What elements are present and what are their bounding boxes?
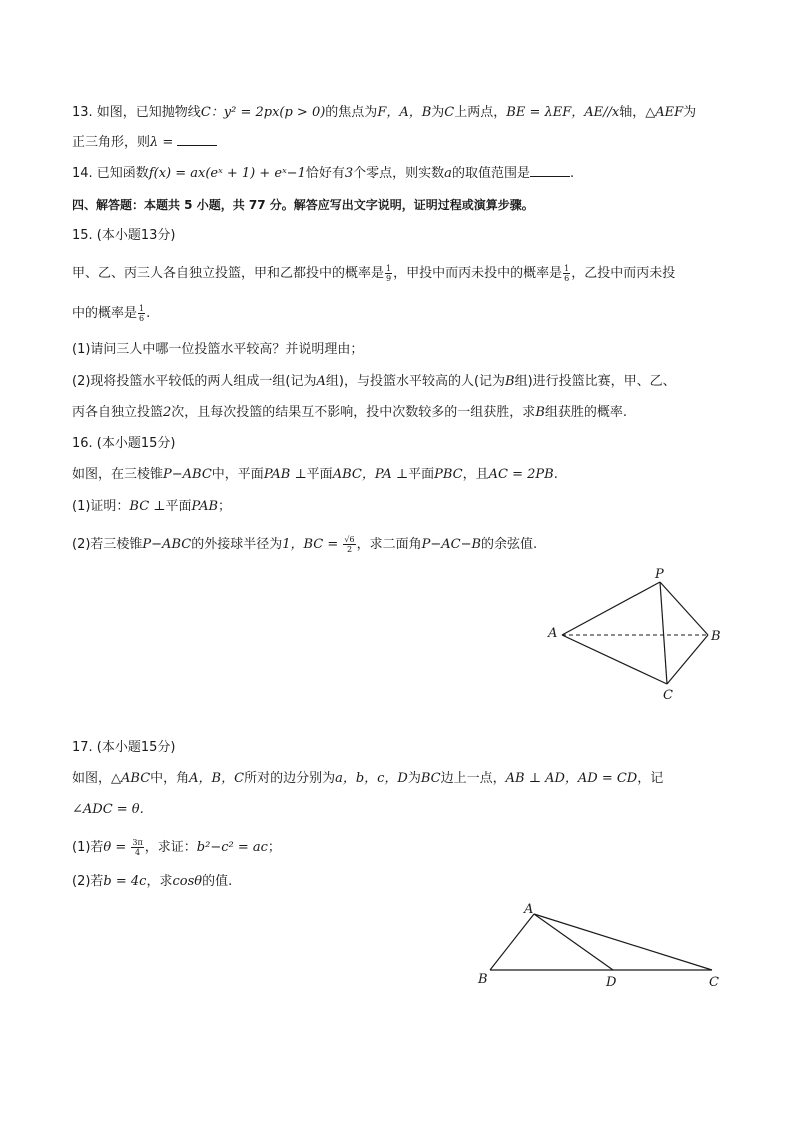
label-a: A: [524, 902, 534, 917]
q13-line2: 正三角形，则λ =: [72, 133, 217, 152]
q17-para-line2: ∠ADC = θ.: [72, 802, 144, 817]
answer-blank: [530, 164, 570, 177]
q16-header: 16. (本小题15分): [72, 436, 176, 451]
q16-sub2: (2)若三棱锥P−ABC的外接球半径为1，BC = $\frac{√6}{2}$ ，求二面角P−AC−B的余弦值.: [72, 535, 538, 554]
edge-ac: [562, 635, 667, 684]
fraction: $\frac{√6}{2}$: [344, 535, 355, 554]
label-a: A: [548, 626, 558, 641]
q15-sub1: (1)请问三人中哪一位投篮水平较高？并说明理由；: [72, 342, 364, 357]
q15-para-line2: 中的概率是 $\frac{1}{6}$ .: [72, 304, 151, 323]
side-ac: [534, 914, 712, 970]
edge-pc: [660, 582, 667, 684]
label-d: D: [606, 975, 617, 990]
tetrahedron-figure: [540, 562, 730, 702]
label-c: C: [663, 688, 673, 702]
q17-sub1: (1)若θ = $\frac{3\pi}{4}$ ，求证：b²−c² = ac；: [72, 838, 281, 857]
q15-sub2-line1: (2)现将投篮水平较低的两人组成一组(记为A组)，与投篮水平较高的人(记为B组)进行投篮比赛，甲、乙、: [72, 374, 676, 389]
edge-pa: [562, 582, 660, 635]
label-p: P: [655, 567, 664, 582]
label-c: C: [709, 975, 719, 990]
side-ab: [490, 914, 534, 970]
fraction: $\frac{1}{6}$: [564, 264, 570, 283]
q15-sub2-line2: 丙各自独立投篮2次，且每次投篮的结果互不影响，投中次数较多的一组获胜，求B组获胜的概率.: [72, 405, 628, 420]
edge-bc: [667, 635, 708, 684]
section-header: 四、解答题：本题共 5 小题，共 77 分。解答应写出文字说明，证明过程或演算步骤。: [72, 198, 534, 212]
fraction: $\frac{1}{9}$: [386, 264, 392, 283]
label-b: B: [711, 629, 721, 644]
fraction: $\frac{1}{6}$: [139, 304, 145, 323]
answer-blank: [177, 133, 217, 146]
fraction: $\frac{3\pi}{4}$: [132, 838, 143, 857]
q17-para-line1: 如图，△ABC中，角A，B，C所对的边分别为a，b，c，D为BC边上一点，AB ⊥ AD，AD = CD，记: [72, 771, 664, 786]
label-b: B: [478, 972, 488, 987]
segment-ad: [534, 914, 613, 970]
q15-para-line1: 甲、乙、丙三人各自独立投篮，甲和乙都投中的概率是 $\frac{1}{9}$ ，甲投中而丙未投中的概率是 $\frac{1}{6}$ ，乙投中而丙未投: [72, 264, 676, 283]
triangle-figure: [470, 895, 730, 995]
q15-header: 15. (本小题13分): [72, 228, 176, 243]
q17-sub2: (2)若b = 4c，求cosθ的值.: [72, 874, 233, 889]
q16-para: 如图，在三棱锥P−ABC中，平面PAB ⊥平面ABC，PA ⊥平面PBC，且AC = 2PB.: [72, 467, 558, 482]
q13-line1: 13. 如图，已知抛物线C：y² = 2px(p > 0)的焦点为F，A，B为C上两点，BE = λEF，AE//x轴，△AEF为: [72, 105, 697, 120]
q14-line: 14. 已知函数f(x) = ax(eˣ + 1) + eˣ−1恰好有3个零点，则实数a的取值范围是 .: [72, 166, 575, 181]
edge-pb: [660, 582, 708, 635]
q16-sub1: (1)证明：BC ⊥平面PAB；: [72, 499, 232, 514]
q17-header: 17. (本小题15分): [72, 740, 176, 755]
